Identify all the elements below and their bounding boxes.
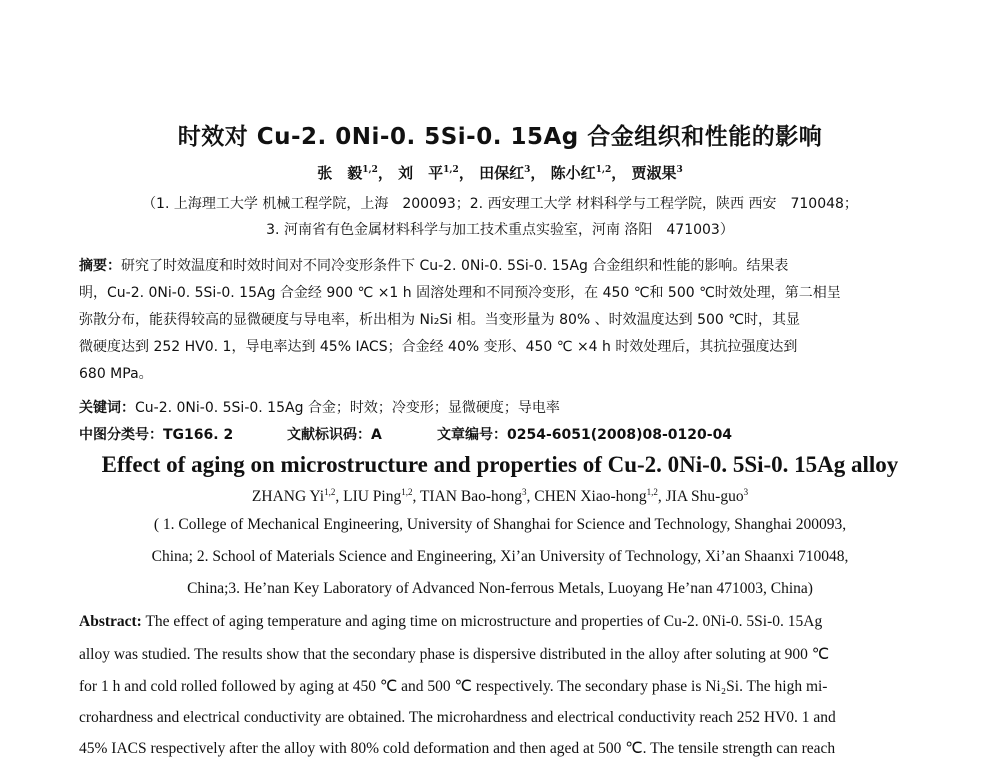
en-author: CHEN Xiao-hong$^{1,2}$ xyxy=(534,486,658,505)
en-author: TIAN Bao-hong$^3$ xyxy=(419,486,527,505)
zh-author: 陈小红$^{1,2}$ xyxy=(550,164,612,182)
en-abstract-line: Abstract: The effect of aging temperature and aging time on microstructure and properties of Cu-2. 0Ni-0. 5Si-0. 15Ag xyxy=(79,613,823,630)
article-number: 文章编号：0254-6051(2008)08-0120-04 xyxy=(437,427,733,443)
classification-line xyxy=(79,424,732,444)
en-abstract-line: 45% IACS respectively after the alloy with 80% cold deformation and then aged at 500 ℃. The tensile strength can reach xyxy=(79,740,836,757)
document-code: 文献标识码：A xyxy=(287,427,382,443)
en-author: ZHANG Yi$^{1,2}$ xyxy=(251,486,336,505)
en-author: LIU Ping$^{1,2}$ xyxy=(343,486,413,505)
zh-abstract-line: 摘要：研究了时效温度和时效时间对不同冷变形条件下 Cu-2. 0Ni-0. 5Si-0. 15Ag 合金组织和性能的影响。结果表 xyxy=(79,258,789,274)
zh-author-list: 张 毅$^{1,2}$， 刘 平$^{1,2}$， 田保红$^3$， 陈小红$^{1,2}$， 贾淑果$^3$ xyxy=(317,164,683,182)
zh-title: 时效对 Cu-2. 0Ni-0. 5Si-0. 15Ag 合金组织和性能的影响 xyxy=(177,124,823,150)
en-abstract-label: Abstract: xyxy=(79,613,142,630)
zh-affiliation-line: 3. 河南省有色金属材料科学与加工技术重点实验室，河南 洛阳 471003） xyxy=(266,222,734,238)
en-author: JIA Shu-guo$^3$ xyxy=(665,486,749,505)
zh-author: 田保红$^3$ xyxy=(479,164,531,182)
zh-author: 张 毅$^{1,2}$ xyxy=(317,164,378,182)
zh-author: 刘 平$^{1,2}$ xyxy=(398,164,459,182)
zh-keywords: 关键词：Cu-2. 0Ni-0. 5Si-0. 15Ag 合金；时效；冷变形；显微硬度；导电率 xyxy=(79,400,560,416)
zh-abstract-line: 弥散分布，能获得较高的显微硬度与导电率，析出相为 Ni₂Si 相。当变形量为 80% 、时效温度达到 500 ℃时，其显 xyxy=(79,312,801,328)
en-affiliation-line: ( 1. College of Mechanical Engineering, University of Shanghai for Science and Technology, Shanghai 200093, xyxy=(153,516,847,533)
en-affiliation-line: China; 2. School of Materials Science and Engineering, Xi’an University of Technology, Xi’an Shaanxi 710048, xyxy=(151,548,849,565)
zh-abstract-label: 摘要： xyxy=(79,258,121,274)
en-title: Effect of aging on microstructure and properties of Cu-2. 0Ni-0. 5Si-0. 15Ag alloy xyxy=(101,452,899,477)
en-abstract-line: crohardness and electrical conductivity are obtained. The microhardness and electrical conductivity reach 252 HV0. 1 and xyxy=(79,709,836,726)
zh-abstract-line: 微硬度达到 252 HV0. 1，导电率达到 45% IACS；合金经 40% 变形、450 ℃ ×4 h 时效处理后，其抗拉强度达到 xyxy=(79,339,798,355)
clc-number: 中图分类号：TG166. 2 xyxy=(79,427,234,443)
zh-author: 贾淑果$^3$ xyxy=(631,164,683,182)
en-author-list: ZHANG Yi$^{1,2}$, LIU Ping$^{1,2}$, TIAN Bao-hong$^3$, CHEN Xiao-hong$^{1,2}$, JIA Shu-guo$^3$ xyxy=(251,486,749,505)
zh-affiliation-line: （1. 上海理工大学 机械工程学院，上海 200093；2. 西安理工大学 材料科学与工程学院，陕西 西安 710048； xyxy=(142,196,858,212)
en-abstract-line: alloy was studied. The results show that the secondary phase is dispersive distributed in the alloy after soluting at 900 ℃ xyxy=(79,646,830,663)
zh-abstract-line: 明，Cu-2. 0Ni-0. 5Si-0. 15Ag 合金经 900 ℃ ×1 h 固溶处理和不同预冷变形，在 450 ℃和 500 ℃时效处理，第二相呈 xyxy=(79,285,841,301)
en-affiliation-line: China;3. He’nan Key Laboratory of Advanced Non-ferrous Metals, Luoyang He’nan 471003, China) xyxy=(187,580,813,597)
zh-abstract-line: 680 MPa。 xyxy=(79,366,153,382)
en-abstract-line: for 1 h and cold rolled followed by aging at 450 ℃ and 500 ℃ respectively. The secondary phase is Ni₂Si. The high mi- xyxy=(79,678,828,695)
zh-keywords-label: 关键词： xyxy=(79,400,135,416)
